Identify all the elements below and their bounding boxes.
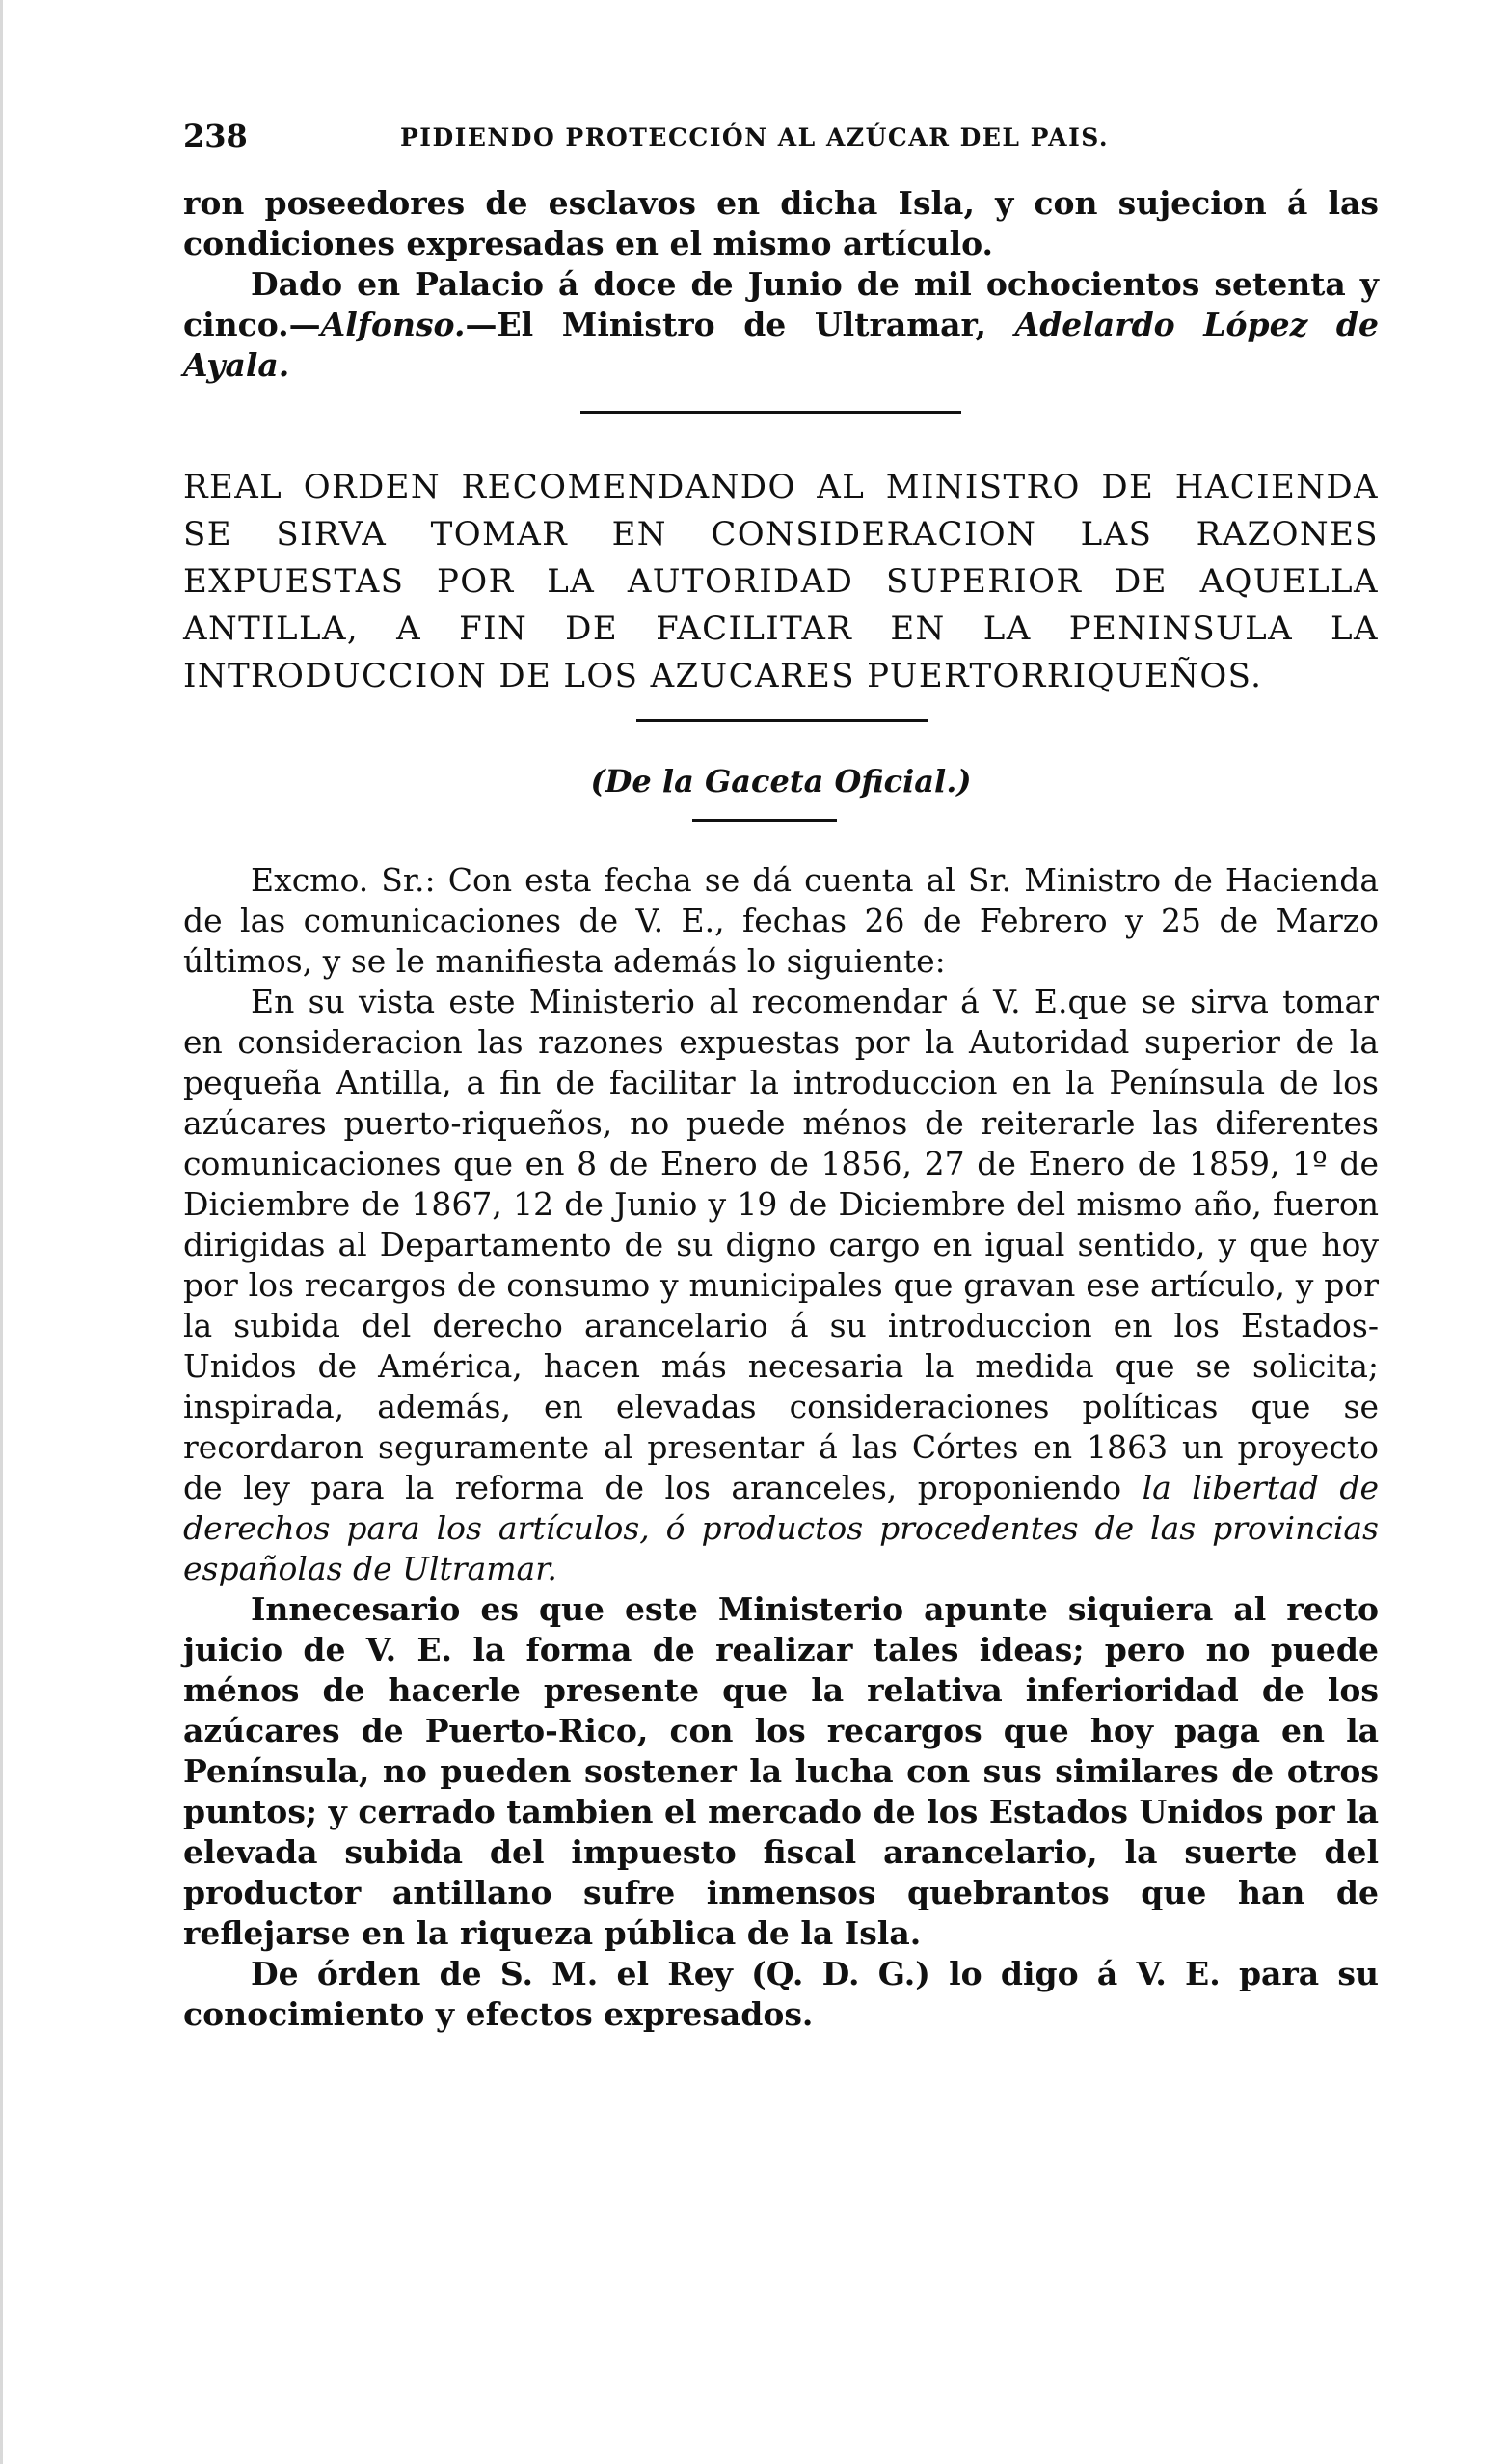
minister-title: —El Ministro de Ultramar, <box>465 306 1015 343</box>
page-number: 238 <box>183 118 248 154</box>
previous-decree-signature-paragraph <box>183 264 1379 386</box>
order-salutation-paragraph: Excmo. Sr.: Con esta fecha se dá cuenta al Sr. Ministro de Hacienda de las comunicaciones de V. E., fechas 26 de Febrero y 25 de Marzo últimos, y se le manifiesta además lo siguiente: <box>183 861 1379 980</box>
dating-formula: Dado en Palacio á doce de Junio de mil ochocientos setenta y cinco.— <box>183 265 1379 343</box>
book-page <box>183 116 1379 2035</box>
body-paragraph-1-text: En su vista este Ministerio al recomendar á V. E.que se sirva tomar en consideracion las razones expuestas por la Autoridad superior de la pequeña Antilla, a fin de facilitar la introduccion en la Península de los azúcares puerto-riqueños, no puede ménos de reiterarle las diferentes comunicaciones que en 8 de Enero de 1856, 27 de Enero de 1859, 1º de Diciembre de 1867, 12 de Junio y 19 de Diciembre del mismo año, fueron dirigidas al Departamento de su digno cargo en igual sentido, y que hoy por los recargos de consumo y municipales que gravan ese artículo, y por la subida del derecho arancelario á su introduccion en los Estados-Unidos de América, hacen más necesaria la medida que se solicita; inspirada, además, en elevadas consideraciones políticas que se recordaron seguramente al presentar á las Córtes en 1863 un proyecto de ley para la reforma de los aranceles, proponiendo <box>183 983 1379 1506</box>
section-divider <box>580 411 961 414</box>
running-title: PIDIENDO PROTECCIÓN AL AZÚCAR DEL PAIS. <box>400 123 1110 151</box>
title-divider <box>636 719 928 722</box>
source-divider <box>692 819 837 822</box>
page-header <box>183 116 1379 183</box>
previous-decree-closing: ron poseedores de esclavos en dicha Isla, y con sujecion á las condiciones expresadas en el mismo artículo. <box>183 184 1379 262</box>
royal-order-title: REAL ORDEN RECOMENDANDO AL MINISTRO DE HACIENDA SE SIRVA TOMAR EN CONSIDERACION LAS RAZONES EXPUESTAS POR LA AUTORIDAD SUPERIOR DE AQUELLA ANTILLA, A FIN DE FACILITAR EN LA PENINSULA LA INTRODUCCION DE LOS AZUCARES PUERTORRIQUEÑOS. <box>183 468 1379 695</box>
order-closing-paragraph: De órden de S. M. el Rey (Q. D. G.) lo digo á V. E. para su conocimiento y efectos expresados. <box>183 1955 1379 2033</box>
scan-edge-line <box>0 0 3 2464</box>
body-paragraph-1-italic: la libertad de derechos para los artículos, ó productos procedentes de las provincias españolas de Ultramar. <box>183 1469 1380 1587</box>
order-body-paragraph-1 <box>183 982 1379 1589</box>
source-attribution: (De la Gaceta Oficial.) <box>590 763 972 799</box>
king-signature: Alfonso. <box>320 306 466 343</box>
minister-signature: Adelardo López de Ayala. <box>183 306 1379 384</box>
order-body-paragraph-2: Innecesario es que este Ministerio apunte siquiera al recto juicio de V. E. la forma de realizar tales ideas; pero no puede ménos de hacerle presente que la relativa inferioridad de los azúcares de Puerto-Rico, con los recargos que hoy paga en la Península, no pueden sostener la lucha con sus similares de otros puntos; y cerrado tambien el mercado de los Estados Unidos por la elevada subida del impuesto fiscal arancelario, la suerte del productor antillano sufre inmensos quebrantos que han de reflejarse en la riqueza pública de la Isla. <box>183 1590 1379 1952</box>
